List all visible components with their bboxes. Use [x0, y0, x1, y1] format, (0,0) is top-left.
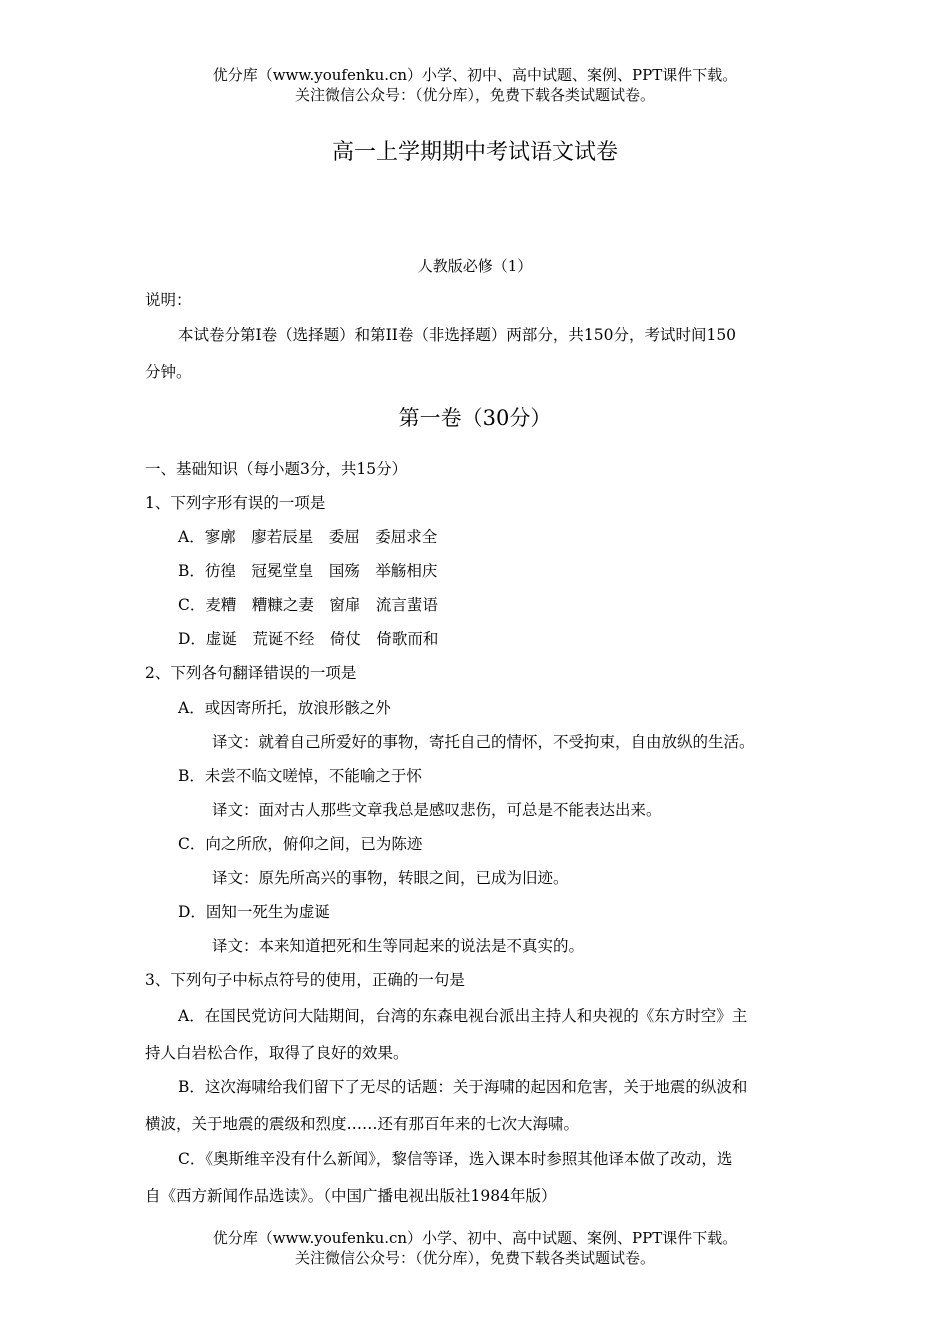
option-a: A．寥廓 廖若辰星 委屈 委屈求全: [178, 528, 438, 546]
section-title: 第一卷（30分）: [398, 406, 552, 430]
option-d: D．虚诞 荒诞不经 倚仗 倚歌而和: [178, 630, 439, 648]
option-c: C．麦糟 糟糠之妻 窗扉 流言蜚语: [178, 596, 438, 614]
instructions-line-2: 分钟。: [145, 363, 192, 381]
option-b-line-2: 横波，关于地震的震级和烈度……还有那百年来的七次大海啸。: [145, 1115, 580, 1133]
instructions-label: 说明：: [145, 291, 192, 309]
footer-line-1: 优分库（www.youfenku.cn）小学、初中、高中试题、案例、PPT课件下载。: [212, 1229, 738, 1247]
option-b: B．彷徨 冠冕堂皇 国殇 举觞相庆: [178, 562, 438, 580]
option-c-line-1: C．《奥斯维辛没有什么新闻》，黎信等译，选入课本时参照其他译本做了改动，选: [178, 1150, 733, 1168]
option-c-line-2: 自《西方新闻作品选读》。（中国广播电视出版社1984年版）: [145, 1187, 557, 1205]
instructions-line-1: 本试卷分第I卷（选择题）和第II卷（非选择题）两部分，共150分，考试时间150: [178, 326, 737, 344]
subtitle: 人教版必修（1）: [417, 257, 533, 275]
option-b-translation: 译文：面对古人那些文章我总是感叹悲伤，可总是不能表达出来。: [212, 801, 662, 819]
option-d: D．固知一死生为虚诞: [178, 903, 330, 921]
option-c: C．向之所欣，俯仰之间，已为陈迹: [178, 835, 423, 853]
question-stem: 1、下列字形有误的一项是: [145, 494, 326, 512]
option-a-line-2: 持人白岩松合作，取得了良好的效果。: [145, 1044, 409, 1062]
option-b-line-1: B．这次海啸给我们留下了无尽的话题：关于海啸的起因和危害，关于地震的纵波和: [178, 1078, 748, 1096]
footer-line-2: 关注微信公众号：（优分库），免费下载各类试题试卷。: [294, 1249, 655, 1267]
question-stem: 2、下列各句翻译错误的一项是: [145, 664, 357, 682]
option-a-line-1: A．在国民党访问大陆期间，台湾的东森电视台派出主持人和央视的《东方时空》主: [178, 1007, 748, 1025]
option-c-translation: 译文：原先所高兴的事物，转眼之间，已成为旧迹。: [212, 869, 569, 887]
option-a-translation: 译文：就着自己所爱好的事物，寄托自己的情怀，不受拘束，自由放纵的生活。: [212, 733, 755, 751]
option-b: B．未尝不临文嗟悼，不能喻之于怀: [178, 767, 422, 785]
header-line-1: 优分库（www.youfenku.cn）小学、初中、高中试题、案例、PPT课件下载。: [212, 66, 738, 84]
header-line-2: 关注微信公众号：（优分库），免费下载各类试题试卷。: [294, 86, 655, 104]
part-heading: 一、基础知识（每小题3分，共15分）: [145, 460, 408, 478]
page-title: 高一上学期期中考试语文试卷: [331, 140, 618, 165]
option-d-translation: 译文：本来知道把死和生等同起来的说法是不真实的。: [212, 937, 585, 955]
option-a: A．或因寄所托，放浪形骸之外: [178, 699, 391, 717]
question-stem: 3、下列句子中标点符号的使用，正确的一句是: [145, 971, 465, 989]
